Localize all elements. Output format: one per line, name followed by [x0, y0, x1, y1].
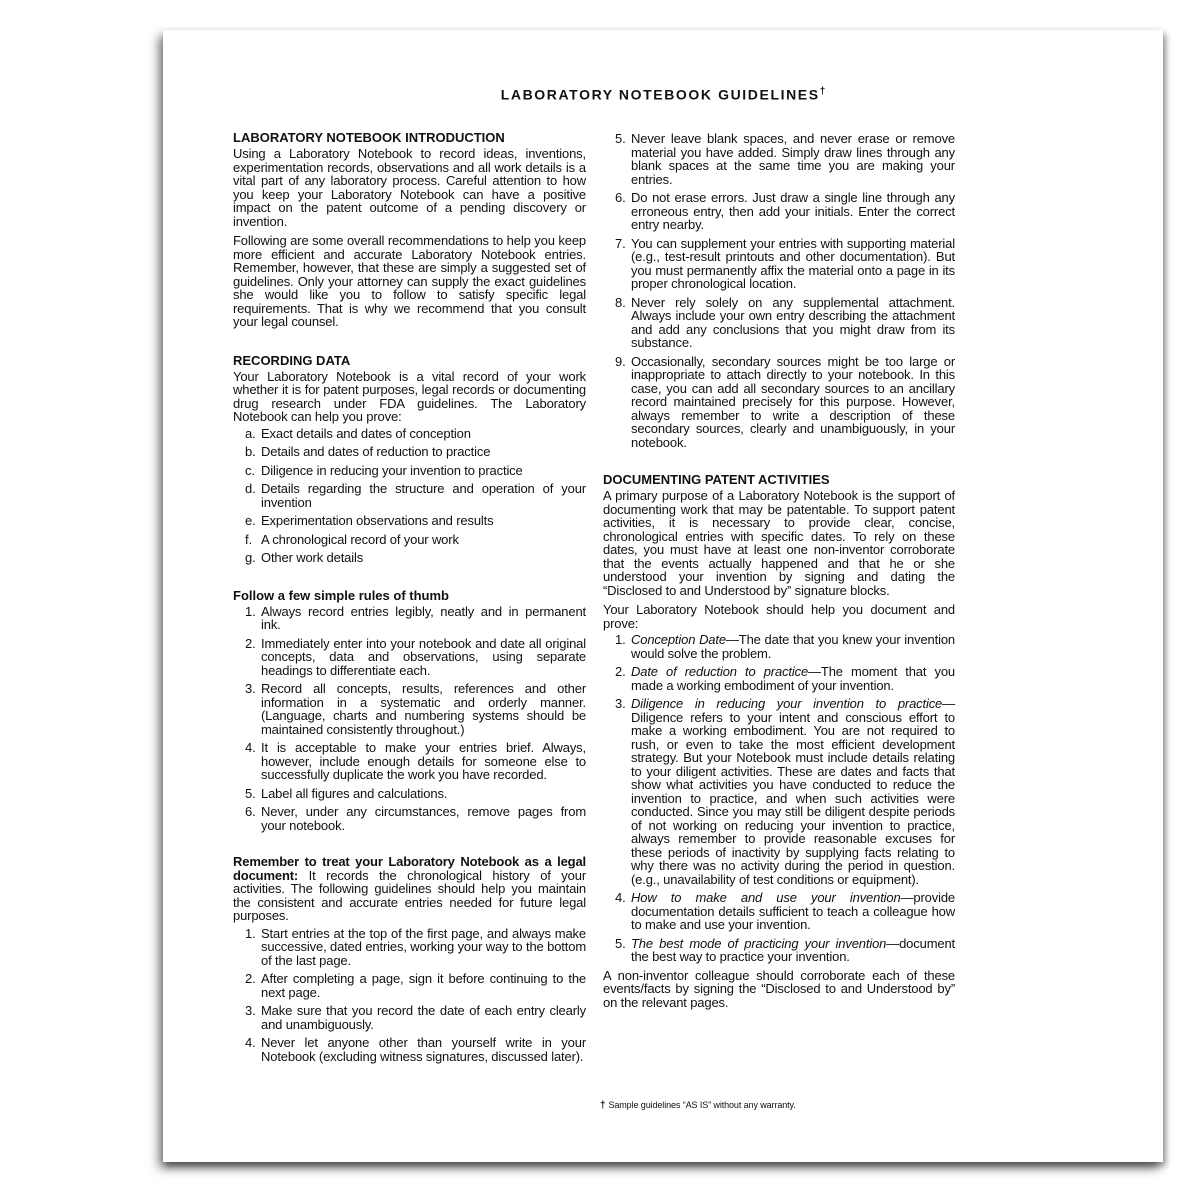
list-text: Never let anyone other than yourself write in your Notebook (excluding witness signatures, discussed later).: [261, 1035, 586, 1064]
list-marker: g.: [245, 550, 256, 565]
list-item: [603, 665, 955, 692]
document-page: [163, 30, 1163, 1162]
list-marker: f.: [245, 531, 252, 547]
list-text: Never, under any circumstances, remove pages from your notebook.: [261, 804, 586, 833]
list-text: Never rely solely on any supplemental attachment. Always include your own entry describing the attachment and add any conclusions that you might draw from its substance.: [631, 294, 955, 350]
prove-list: [233, 427, 586, 565]
list-term: Conception Date: [631, 632, 726, 647]
list-marker: d.: [245, 481, 256, 496]
list-marker: 1.: [245, 925, 256, 941]
list-text: Label all figures and calculations.: [261, 785, 448, 801]
footnote-text: Sample guidelines “AS IS” without any warranty.: [608, 1100, 796, 1110]
list-item: [233, 514, 586, 528]
list-marker: 2.: [245, 971, 256, 986]
list-item: [233, 682, 586, 736]
list-item: [603, 937, 955, 964]
legal-body: It records the chronological history of your activities. The following guidelines should help you maintain the consistent and accurate entries needed for future legal purposes.: [233, 867, 586, 923]
right-column: [603, 132, 955, 1015]
list-marker: e.: [245, 513, 256, 528]
page-title: LABORATORY NOTEBOOK GUIDELINES†: [500, 86, 826, 103]
recording-heading: RECORDING DATA: [233, 352, 351, 368]
list-text: —document the best way to practice your invention.: [631, 935, 955, 964]
list-item: [233, 533, 586, 547]
list-term: Date of reduction to practice: [631, 664, 809, 679]
list-text: —The moment that you made a working embodiment of your invention.: [631, 664, 955, 693]
list-marker: 5.: [615, 131, 626, 146]
list-term: How to make and use your invention: [631, 890, 901, 905]
patent-closing: A non-inventor colleague should corroborate each of these events/facts by signing the “Disclosed to and Understood by” on the relevant pages.: [603, 967, 955, 1010]
list-marker: 3.: [245, 1003, 256, 1018]
list-term: The best mode of practicing your invention: [631, 935, 887, 951]
list-marker: 3.: [615, 696, 626, 711]
list-item: [603, 355, 955, 450]
list-marker: 5.: [615, 935, 626, 951]
patent-paragraph-1: A primary purpose of a Laboratory Notebook is the support of documenting work that may be patentable. To support patent activities, it is necessary to provide clear, concise, chronological entries with specific dates. To rely on these dates, you must have at least one non-inventor corroborate that the events actually happened and that he or she understood your invention by signing and dating the “Disclosed to and Understood by” signature blocks.: [603, 488, 955, 598]
intro-heading: LABORATORY NOTEBOOK INTRODUCTION: [233, 130, 505, 145]
list-text: After completing a page, sign it before continuing to the next page.: [261, 971, 586, 1000]
list-text: A chronological record of your work: [261, 531, 459, 547]
list-text: Occasionally, secondary sources might be too large or inappropriate to attach directly to your notebook. In this case, you can add all secondary sources to an ancillary record maintained precisely for this purpose. However, always remember to write a description of these secondary sources, clearly and unambiguously, in your notebook.: [631, 353, 955, 450]
list-marker: 2.: [615, 664, 626, 679]
rules-heading: Follow a few simple rules of thumb: [233, 587, 449, 603]
list-marker: 4.: [245, 740, 256, 755]
list-marker: 4.: [615, 890, 626, 905]
list-text: You can supplement your entries with supporting material (e.g., test-result printouts and other documentation). But you must permanently affix the material onto a page in its proper chronological location.: [631, 235, 955, 291]
list-marker: 1.: [245, 603, 256, 619]
list-item: [233, 464, 586, 478]
footnote: [600, 1100, 796, 1111]
list-text: Diligence in reducing your invention to practice: [261, 462, 523, 478]
list-item: [233, 637, 586, 678]
list-item: [233, 427, 586, 441]
list-text: Experimentation observations and results: [261, 513, 494, 528]
list-marker: 3.: [245, 681, 256, 696]
list-marker: 1.: [615, 632, 626, 647]
list-item: [233, 741, 586, 782]
list-text: Immediately enter into your notebook and date all original concepts, data and observations, using separate headings to differentiate each.: [261, 635, 586, 678]
list-item: [233, 805, 586, 832]
footnote-mark: †: [600, 1100, 606, 1111]
list-item: [603, 296, 955, 350]
list-text: Start entries at the top of the first page, and always make successive, dated entries, working your way to the bottom of the last page.: [261, 925, 586, 968]
list-item: [233, 1004, 586, 1031]
list-item: [233, 972, 586, 999]
list-item: [603, 633, 955, 660]
list-text: Other work details: [261, 550, 364, 565]
left-column: [233, 130, 586, 1068]
list-item: [233, 445, 586, 459]
list-text: Record all concepts, results, references and other information in a systematic and orderly manner. (Language, charts and numbering systems should be maintained consistently throughout.): [261, 681, 586, 737]
list-text: It is acceptable to make your entries brief. Always, however, include enough details for someone else to successfully duplicate the work you have recorded.: [261, 740, 586, 782]
list-marker: c.: [245, 462, 255, 478]
list-item: [603, 237, 955, 291]
list-marker: 6.: [245, 804, 256, 819]
legal-paragraph: [233, 855, 586, 923]
list-text: Details regarding the structure and operation of your invention: [261, 481, 586, 510]
recording-paragraph: Your Laboratory Notebook is a vital record of your work whether it is for patent purposes, legal records or documenting drug research under FDA guidelines. The Laboratory Notebook can help you prove:: [233, 368, 586, 424]
rules-list: [233, 605, 586, 833]
list-text: Exact details and dates of conception: [261, 425, 471, 441]
list-marker: 9.: [615, 353, 626, 369]
legal-list-continued: [603, 132, 955, 449]
list-item: [603, 891, 955, 932]
patent-heading: DOCUMENTING PATENT ACTIVITIES: [603, 472, 830, 487]
list-item: [233, 482, 586, 509]
list-item: [233, 927, 586, 968]
list-text: Make sure that you record the date of each entry clearly and unambiguously.: [261, 1003, 586, 1032]
list-text: —The date that you knew your invention would solve the problem.: [631, 632, 955, 661]
list-text: Do not erase errors. Just draw a single line through any erroneous entry, then add your initials. Enter the correct entry nearby.: [631, 190, 955, 232]
list-text: Details and dates of reduction to practice: [261, 444, 491, 459]
list-item: [233, 551, 586, 565]
list-term: Diligence in reducing your invention to practice: [631, 696, 943, 711]
patent-paragraph-2: Your Laboratory Notebook should help you document and prove:: [603, 602, 955, 631]
list-marker: a.: [245, 425, 256, 441]
intro-paragraph-1: Using a Laboratory Notebook to record ideas, inventions, experimentation records, observations and all work details is a vital part of any laboratory process. Careful attention to how you keep your Laboratory Notebook can have a positive impact on the patent outcome of a pending discovery or invention.: [233, 146, 586, 229]
intro-paragraph-2: Following are some overall recommendations to help you keep more efficient and accurate Laboratory Notebook entries. Remember, however, that these are simply a suggested set of guidelines. Only your attorney can supply the exact guidelines she would like you to follow to satisfy specific legal requirements. That is why we recommend that you consult your legal counsel.: [233, 233, 586, 329]
legal-list: [233, 927, 586, 1064]
list-item: [603, 697, 955, 886]
list-item: [603, 132, 955, 186]
list-item: [233, 605, 586, 632]
list-marker: 5.: [245, 785, 256, 801]
dagger-mark: †: [819, 86, 826, 97]
list-item: [603, 191, 955, 232]
list-marker: b.: [245, 444, 256, 459]
patent-list: [603, 633, 955, 964]
list-item: [233, 787, 586, 801]
list-marker: 6.: [615, 190, 626, 205]
list-marker: 4.: [245, 1035, 256, 1050]
list-marker: 8.: [615, 294, 626, 310]
list-marker: 7.: [615, 235, 626, 251]
legal-lead: Remember to treat your Laboratory Notebook as a legal document:: [233, 854, 586, 883]
list-text: —Diligence refers to your intent and conscious effort to make a working embodiment. You are not required to rush, or even to take the most efficient development strategy. But your Notebook must include details relating to your diligent activities. These are dates and facts that show what activities you have conducted to reduce the invention to practice, and when such activities were conducted. Since you may still be diligent despite periods of not working on reducing your invention to practice, always remember to provide reasonable excuses for these periods of inactivity by supplying facts relating to why there was no activity during the period in question. (e.g., unavailability of test conditions or equipment).: [631, 696, 955, 887]
list-item: [233, 1036, 586, 1063]
list-text: —provide documentation details sufficient to teach a colleague how to make and use your invention.: [631, 890, 955, 932]
list-text: Never leave blank spaces, and never erase or remove material you have added. Simply draw lines through any blank spaces at the same time you are making your entries.: [631, 131, 955, 187]
list-text: Always record entries legibly, neatly and in permanent ink.: [261, 603, 586, 632]
list-marker: 2.: [245, 635, 256, 651]
